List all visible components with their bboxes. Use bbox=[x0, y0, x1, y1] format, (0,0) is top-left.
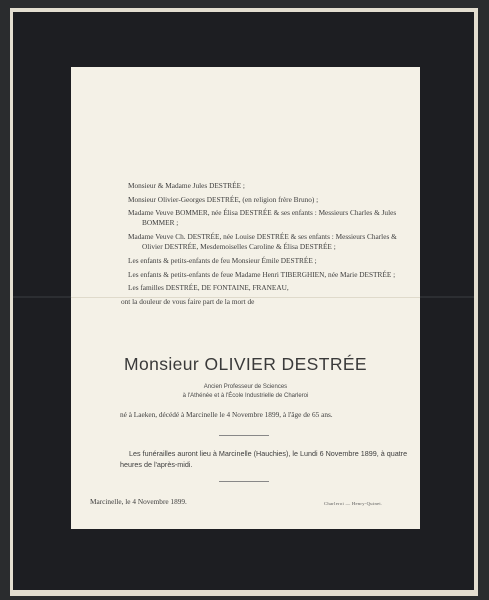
deceased-role bbox=[71, 383, 420, 400]
family-line: Monsieur Olivier-Georges DESTRÉE, (en religion frère Bruno) ; bbox=[128, 194, 319, 204]
family-line: Madame Veuve BOMMER, née Élisa DESTRÉE & ses enfants : Messieurs Charles & Jules BOMMER ; bbox=[128, 208, 397, 228]
role-line: Ancien Professeur de Sciences bbox=[203, 384, 288, 390]
deceased-honorific: Monsieur bbox=[123, 354, 200, 374]
family-list bbox=[112, 181, 407, 308]
family-line: Monsieur & Madame Jules DESTRÉE ; bbox=[128, 181, 245, 190]
announcement-intro: ont la douleur de vous faire part de la mort de bbox=[121, 297, 255, 307]
divider-rule bbox=[219, 435, 269, 436]
family-line: Les enfants & petits-enfants de feue Madame Henri TIBERGHIEN, née Marie DESTRÉE ; bbox=[128, 269, 396, 279]
deceased-full-name: OLIVIER DESTRÉE bbox=[204, 354, 368, 374]
family-line: Les enfants & petits-enfants de feu Monsieur Émile DESTRÉE ; bbox=[128, 255, 317, 265]
family-line: Les familles DESTRÉE, DE FONTAINE, FRANEAU, bbox=[128, 283, 289, 293]
role-line: à l'Athénée et à l'École Industrielle de Charleroi bbox=[182, 392, 309, 399]
divider-rule bbox=[219, 481, 269, 482]
birth-death-line: né à Laeken, décédé à Marcinelle le 4 Novembre 1899, à l'âge de 65 ans. bbox=[120, 410, 333, 419]
deceased-name bbox=[71, 354, 420, 375]
printer-imprint: Charleroi — Henry-Quinet. bbox=[324, 501, 383, 506]
death-notice-card bbox=[71, 67, 420, 529]
family-line: Madame Veuve Ch. DESTRÉE, née Louise DESTRÉE & ses enfants : Messieurs Charles & Olivier DESTRÉE, Mesdemoiselles Caroline & Élisa DESTRÉE ; bbox=[128, 232, 397, 252]
funeral-details: Les funérailles auront lieu à Marcinelle (Hauchies), le Lundi 6 Novembre 1899, à quatre heures de l'après-midi. bbox=[120, 449, 408, 470]
place-and-date: Marcinelle, le 4 Novembre 1899. bbox=[90, 497, 187, 506]
